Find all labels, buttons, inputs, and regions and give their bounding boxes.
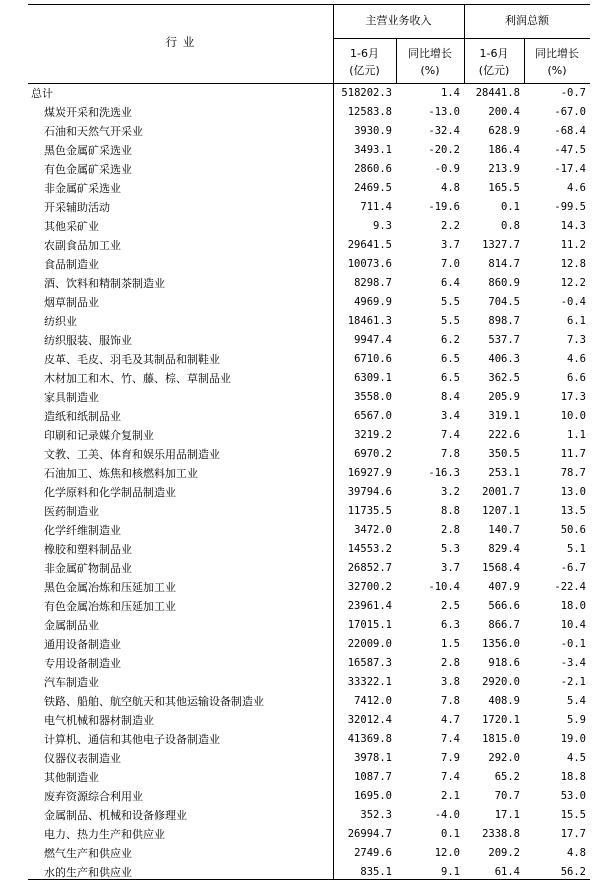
profit-growth-cell: 19.0 — [560, 733, 586, 745]
industry-name-cell: 纺织业 — [44, 315, 77, 328]
revenue-growth-cell: -19.6 — [428, 201, 460, 213]
industry-name-cell: 石油和天然气开采业 — [44, 125, 143, 138]
industry-name-cell: 汽车制造业 — [44, 676, 99, 689]
revenue-yoy-label: 同比增长 — [408, 47, 452, 60]
table-row — [28, 521, 590, 540]
profit-growth-cell: 4.8 — [567, 847, 586, 859]
revenue-growth-cell: 3.8 — [441, 676, 460, 688]
table-row — [28, 540, 590, 559]
industry-name-cell: 烟草制品业 — [44, 296, 99, 309]
profit-growth-cell: 13.0 — [560, 486, 586, 498]
table-row — [28, 122, 590, 141]
profit-cell: 1720.1 — [482, 714, 520, 726]
table-body — [28, 84, 590, 882]
profit-growth-cell: 4.5 — [567, 752, 586, 764]
revenue-growth-cell: 8.4 — [441, 391, 460, 403]
industry-name-cell: 开采辅助活动 — [44, 201, 110, 214]
revenue-growth-cell: -13.0 — [428, 106, 460, 118]
total-row — [28, 84, 590, 103]
profit-growth-cell: 18.0 — [560, 600, 586, 612]
profit-growth-cell: 4.6 — [567, 182, 586, 194]
revenue-cell: 26852.7 — [347, 562, 392, 574]
profit-cell: 209.2 — [488, 847, 520, 859]
profit-growth-cell: 17.3 — [560, 391, 586, 403]
industry-name-cell: 燃气生产和供应业 — [44, 847, 132, 860]
profit-growth-cell: 4.6 — [567, 353, 586, 365]
industry-name-cell: 家具制造业 — [44, 391, 99, 404]
table-row — [28, 331, 590, 350]
industry-name-cell: 印刷和记录媒介复制业 — [44, 429, 154, 442]
statistics-table — [28, 4, 590, 880]
industry-name-cell: 金属制品、机械和设备修理业 — [44, 809, 187, 822]
table-row — [28, 160, 590, 179]
revenue-growth-cell: 2.2 — [441, 220, 460, 232]
industry-name-cell: 造纸和纸制品业 — [44, 410, 121, 423]
industry-name-cell: 金属制品业 — [44, 619, 99, 632]
table-row — [28, 274, 590, 293]
profit-cell: 319.1 — [488, 410, 520, 422]
revenue-growth-cell: 7.9 — [441, 752, 460, 764]
profit-growth-cell: -3.4 — [560, 657, 586, 669]
profit-growth-cell: 17.7 — [560, 828, 586, 840]
profit-cell: 2338.8 — [482, 828, 520, 840]
revenue-cell: 9947.4 — [354, 334, 392, 346]
table-row — [28, 293, 590, 312]
revenue-cell: 7412.0 — [354, 695, 392, 707]
table-row — [28, 464, 590, 483]
revenue-cell: 3472.0 — [354, 524, 392, 536]
profit-period-label: 1-6月 — [479, 47, 509, 60]
revenue-cell: 711.4 — [360, 201, 392, 213]
table-row — [28, 350, 590, 369]
profit-growth-cell: 12.2 — [560, 277, 586, 289]
profit-cell: 350.5 — [488, 448, 520, 460]
table-row — [28, 369, 590, 388]
revenue-growth-cell: -32.4 — [428, 125, 460, 137]
profit-cell: 1356.0 — [482, 638, 520, 650]
revenue-growth-cell: 2.8 — [441, 657, 460, 669]
revenue-growth-cell: 7.4 — [441, 771, 460, 783]
industry-name-cell: 电力、热力生产和供应业 — [44, 828, 165, 841]
industry-name-cell: 纺织服装、服饰业 — [44, 334, 132, 347]
table-top-rule — [28, 4, 590, 5]
revenue-growth-cell: -16.3 — [428, 467, 460, 479]
revenue-cell: 2749.6 — [354, 847, 392, 859]
industry-name-cell: 非金属矿采选业 — [44, 182, 121, 195]
revenue-growth-cell: 7.8 — [441, 448, 460, 460]
industry-name-cell: 其他制造业 — [44, 771, 99, 784]
revenue-cell: 1087.7 — [354, 771, 392, 783]
revenue-cell: 18461.3 — [347, 315, 392, 327]
profit-cell: 566.6 — [488, 600, 520, 612]
profit-cell: 537.7 — [488, 334, 520, 346]
revenue-cell: 352.3 — [360, 809, 392, 821]
table-row — [28, 426, 590, 445]
table-row — [28, 217, 590, 236]
profit-cell: 140.7 — [488, 524, 520, 536]
revenue-cell: 39794.6 — [347, 486, 392, 498]
profit-cell: 0.1 — [501, 201, 520, 213]
revenue-cell: 10073.6 — [347, 258, 392, 270]
profit-growth-cell: 15.5 — [560, 809, 586, 821]
profit-cell: 866.7 — [488, 619, 520, 631]
revenue-growth-cell: 4.8 — [441, 182, 460, 194]
profit-growth-cell: 10.4 — [560, 619, 586, 631]
table-row — [28, 806, 590, 825]
profit-cell: 0.8 — [501, 220, 520, 232]
profit-cell: 406.3 — [488, 353, 520, 365]
profit-growth-cell: 11.2 — [560, 239, 586, 251]
revenue-cell: 8298.7 — [354, 277, 392, 289]
profit-cell: 200.4 — [488, 106, 520, 118]
revenue-cell: 23961.4 — [347, 600, 392, 612]
table-row — [28, 502, 590, 521]
revenue-growth-cell: 2.8 — [441, 524, 460, 536]
profit-cell: 704.5 — [488, 296, 520, 308]
table-row — [28, 445, 590, 464]
profit-cell: 362.5 — [488, 372, 520, 384]
revenue-growth-cell: 2.5 — [441, 600, 460, 612]
profit-period-header — [464, 47, 524, 78]
industry-name-cell: 化学纤维制造业 — [44, 524, 121, 537]
profit-group-header: 利润总额 — [505, 14, 549, 27]
profit-cell: 814.7 — [488, 258, 520, 270]
revenue-cell: 1695.0 — [354, 790, 392, 802]
industry-name-cell: 木材加工和木、竹、藤、棕、草制品业 — [44, 372, 231, 385]
profit-cell: 1568.4 — [482, 562, 520, 574]
table-row — [28, 749, 590, 768]
profit-cell: 222.6 — [488, 429, 520, 441]
profit-growth-cell: 6.1 — [567, 315, 586, 327]
revenue-growth-cell: 6.4 — [441, 277, 460, 289]
revenue-cell: 17015.1 — [347, 619, 392, 631]
header-group-rule — [333, 38, 590, 39]
revenue-growth-cell: 3.7 — [441, 239, 460, 251]
profit-growth-cell: 53.0 — [560, 790, 586, 802]
revenue-cell: 6970.2 — [354, 448, 392, 460]
profit-unit-label: (亿元) — [478, 64, 510, 77]
table-row — [28, 730, 590, 749]
table-row — [28, 825, 590, 844]
profit-cell: 292.0 — [488, 752, 520, 764]
profit-growth-cell: -6.7 — [560, 562, 586, 574]
profit-cell: 860.9 — [488, 277, 520, 289]
revenue-growth-cell: 9.1 — [441, 866, 460, 878]
profit-cell: 253.1 — [488, 467, 520, 479]
revenue-growth-cell: 4.7 — [441, 714, 460, 726]
revenue-unit-label: (亿元) — [349, 64, 380, 77]
industry-name-cell: 食品制造业 — [44, 258, 99, 271]
profit-growth-cell: -22.4 — [554, 581, 586, 593]
profit-cell: 186.4 — [488, 144, 520, 156]
profit-growth-cell: -17.4 — [554, 163, 586, 175]
profit-growth-cell: 10.0 — [560, 410, 586, 422]
table-row — [28, 635, 590, 654]
revenue-growth-cell: -20.2 — [428, 144, 460, 156]
profit-growth-cell: -47.5 — [554, 144, 586, 156]
profit-cell: 165.5 — [488, 182, 520, 194]
revenue-growth-cell: 7.0 — [441, 258, 460, 270]
table-row — [28, 236, 590, 255]
revenue-cell: 6309.1 — [354, 372, 392, 384]
revenue-cell: 32012.4 — [347, 714, 392, 726]
table-row — [28, 179, 590, 198]
industry-name-cell: 水的生产和供应业 — [44, 866, 132, 879]
profit-growth-cell: 5.4 — [567, 695, 586, 707]
table-row — [28, 616, 590, 635]
profit-cell: 213.9 — [488, 163, 520, 175]
profit-growth-cell: 12.8 — [560, 258, 586, 270]
profit-pct-label: (%) — [547, 64, 567, 77]
profit-growth-cell: 1.1 — [567, 429, 586, 441]
profit-growth-cell: -68.4 — [554, 125, 586, 137]
revenue-growth-cell: 5.5 — [441, 296, 460, 308]
revenue-growth-cell: 3.7 — [441, 562, 460, 574]
industry-name-cell: 废弃资源综合利用业 — [44, 790, 143, 803]
revenue-growth-cell: 12.0 — [434, 847, 460, 859]
industry-name-cell: 铁路、船舶、航空航天和其他运输设备制造业 — [44, 695, 264, 708]
table-row — [28, 844, 590, 863]
industry-name-cell: 其他采矿业 — [44, 220, 99, 233]
profit-growth-cell: 11.7 — [560, 448, 586, 460]
revenue-period-header — [333, 47, 396, 78]
profit-growth-cell: 50.6 — [560, 524, 586, 536]
revenue-growth-cell: 6.5 — [441, 372, 460, 384]
industry-name-cell: 医药制造业 — [44, 505, 99, 518]
revenue-cell: 14553.2 — [347, 543, 392, 555]
profit-cell: 2920.0 — [482, 676, 520, 688]
table-row — [28, 312, 590, 331]
revenue-cell: 835.1 — [360, 866, 392, 878]
profit-cell: 2001.7 — [482, 486, 520, 498]
table-row — [28, 711, 590, 730]
profit-growth-cell: -67.0 — [554, 106, 586, 118]
industry-name-cell: 黑色金属冶炼和压延加工业 — [44, 581, 176, 594]
revenue-group-header: 主营业务收入 — [365, 14, 432, 27]
profit-yoy-label: 同比增长 — [535, 47, 579, 60]
industry-name-cell: 总计 — [31, 87, 53, 100]
industry-name-cell: 酒、饮料和精制茶制造业 — [44, 277, 165, 290]
table-row — [28, 692, 590, 711]
revenue-cell: 29641.5 — [347, 239, 392, 251]
revenue-cell: 32700.2 — [347, 581, 392, 593]
industry-name-cell: 化学原料和化学制品制造业 — [44, 486, 176, 499]
profit-growth-cell: -0.1 — [560, 638, 586, 650]
revenue-cell: 26994.7 — [347, 828, 392, 840]
profit-growth-cell: 5.9 — [567, 714, 586, 726]
revenue-pct-label: (%) — [420, 64, 440, 77]
profit-cell: 628.9 — [488, 125, 520, 137]
profit-cell: 408.9 — [488, 695, 520, 707]
table-row — [28, 597, 590, 616]
table-row — [28, 768, 590, 787]
profit-growth-cell: 7.3 — [567, 334, 586, 346]
table-row — [28, 787, 590, 806]
revenue-growth-cell: -4.0 — [434, 809, 460, 821]
revenue-growth-cell: 3.2 — [441, 486, 460, 498]
profit-cell: 407.9 — [488, 581, 520, 593]
revenue-growth-cell: 5.5 — [441, 315, 460, 327]
profit-growth-cell: 6.6 — [567, 372, 586, 384]
profit-growth-cell: -0.7 — [560, 87, 586, 99]
revenue-growth-cell: 6.5 — [441, 353, 460, 365]
profit-cell: 65.2 — [494, 771, 520, 783]
industry-name-cell: 煤炭开采和洗选业 — [44, 106, 132, 119]
industry-name-cell: 专用设备制造业 — [44, 657, 121, 670]
profit-growth-cell: -2.1 — [560, 676, 586, 688]
profit-growth-cell: 56.2 — [560, 866, 586, 878]
revenue-cell: 2469.5 — [354, 182, 392, 194]
revenue-cell: 11735.5 — [347, 505, 392, 517]
revenue-cell: 3219.2 — [354, 429, 392, 441]
revenue-yoy-header — [396, 47, 464, 78]
revenue-growth-cell: 7.4 — [441, 733, 460, 745]
table-row — [28, 407, 590, 426]
profit-cell: 205.9 — [488, 391, 520, 403]
profit-cell: 829.4 — [488, 543, 520, 555]
table-row — [28, 141, 590, 160]
profit-growth-cell: 13.5 — [560, 505, 586, 517]
profit-cell: 17.1 — [494, 809, 520, 821]
industry-name-cell: 黑色金属矿采选业 — [44, 144, 132, 157]
industry-name-cell: 非金属矿物制品业 — [44, 562, 132, 575]
revenue-cell: 12583.8 — [347, 106, 392, 118]
revenue-cell: 33322.1 — [347, 676, 392, 688]
table-row — [28, 483, 590, 502]
industry-name-cell: 皮革、毛皮、羽毛及其制品和制鞋业 — [44, 353, 220, 366]
profit-cell: 1815.0 — [482, 733, 520, 745]
industry-name-cell: 通用设备制造业 — [44, 638, 121, 651]
revenue-growth-cell: 6.3 — [441, 619, 460, 631]
revenue-growth-cell: 1.4 — [441, 87, 460, 99]
revenue-growth-cell: -0.9 — [434, 163, 460, 175]
revenue-cell: 3930.9 — [354, 125, 392, 137]
revenue-growth-cell: 1.5 — [441, 638, 460, 650]
table-row — [28, 388, 590, 407]
table-row — [28, 255, 590, 274]
revenue-cell: 518202.3 — [341, 87, 392, 99]
profit-yoy-header — [524, 47, 590, 78]
table-row — [28, 198, 590, 217]
industry-name-cell: 计算机、通信和其他电子设备制造业 — [44, 733, 220, 746]
profit-growth-cell: -99.5 — [554, 201, 586, 213]
profit-cell: 898.7 — [488, 315, 520, 327]
revenue-cell: 6567.0 — [354, 410, 392, 422]
revenue-cell: 2860.6 — [354, 163, 392, 175]
revenue-growth-cell: 7.4 — [441, 429, 460, 441]
profit-cell: 61.4 — [494, 866, 520, 878]
revenue-cell: 16927.9 — [347, 467, 392, 479]
revenue-growth-cell: 0.1 — [441, 828, 460, 840]
industry-name-cell: 文教、工美、体育和娱乐用品制造业 — [44, 448, 220, 461]
industry-header: 行 业 — [165, 35, 196, 49]
industry-name-cell: 仪器仪表制造业 — [44, 752, 121, 765]
revenue-cell: 3558.0 — [354, 391, 392, 403]
profit-growth-cell: 5.1 — [567, 543, 586, 555]
industry-name-cell: 电气机械和器材制造业 — [44, 714, 154, 727]
table-row — [28, 863, 590, 882]
industry-name-cell: 有色金属冶炼和压延加工业 — [44, 600, 176, 613]
revenue-cell: 41369.8 — [347, 733, 392, 745]
industry-name-cell: 橡胶和塑料制品业 — [44, 543, 132, 556]
revenue-growth-cell: 2.1 — [441, 790, 460, 802]
revenue-growth-cell: 5.3 — [441, 543, 460, 555]
table-row — [28, 578, 590, 597]
revenue-growth-cell: -10.4 — [428, 581, 460, 593]
revenue-growth-cell: 7.8 — [441, 695, 460, 707]
table-row — [28, 103, 590, 122]
revenue-cell: 22009.0 — [347, 638, 392, 650]
profit-cell: 28441.8 — [475, 87, 520, 99]
profit-growth-cell: 18.8 — [560, 771, 586, 783]
profit-cell: 918.6 — [488, 657, 520, 669]
revenue-growth-cell: 3.4 — [441, 410, 460, 422]
revenue-growth-cell: 6.2 — [441, 334, 460, 346]
table-row — [28, 559, 590, 578]
revenue-cell: 6710.6 — [354, 353, 392, 365]
revenue-cell: 16587.3 — [347, 657, 392, 669]
industry-name-cell: 农副食品加工业 — [44, 239, 121, 252]
profit-cell: 1207.1 — [482, 505, 520, 517]
profit-growth-cell: 78.7 — [560, 467, 586, 479]
revenue-period-label: 1-6月 — [350, 47, 379, 60]
revenue-cell: 3978.1 — [354, 752, 392, 764]
profit-cell: 70.7 — [494, 790, 520, 802]
table-row — [28, 673, 590, 692]
table-row — [28, 654, 590, 673]
profit-growth-cell: 14.3 — [560, 220, 586, 232]
revenue-cell: 4969.9 — [354, 296, 392, 308]
profit-growth-cell: -0.4 — [560, 296, 586, 308]
revenue-growth-cell: 8.8 — [441, 505, 460, 517]
revenue-cell: 9.3 — [373, 220, 392, 232]
profit-cell: 1327.7 — [482, 239, 520, 251]
industry-name-cell: 石油加工、炼焦和核燃料加工业 — [44, 467, 198, 480]
revenue-cell: 3493.1 — [354, 144, 392, 156]
industry-name-cell: 有色金属矿采选业 — [44, 163, 132, 176]
